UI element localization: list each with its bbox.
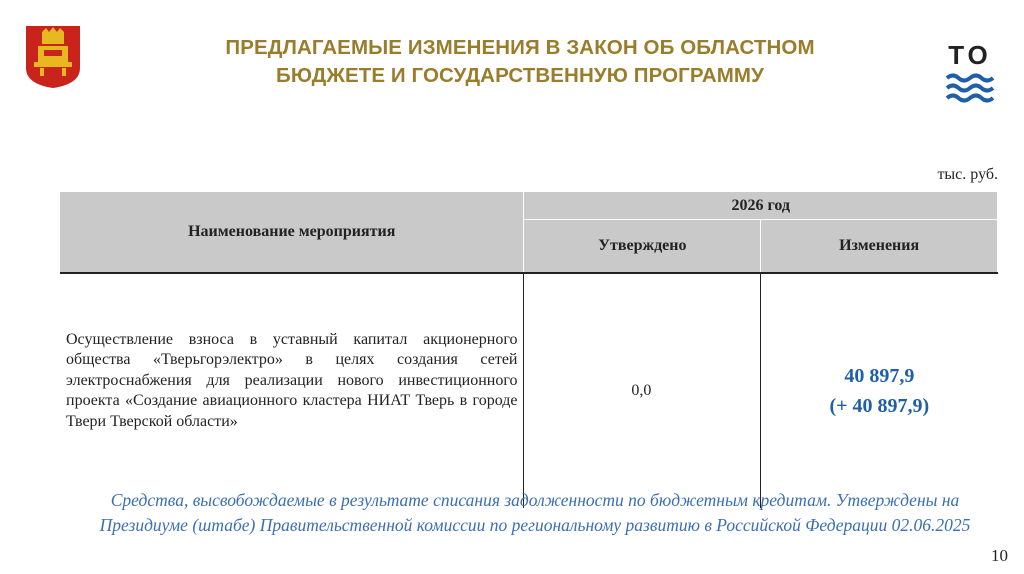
row-description: Осуществление взноса в уставный капитал акционерного общества «Тверьгорэлектро» в целях создания сетей электроснабжения для реализации нового инвестиционного проекта «Создание авиационного кластера НИАТ Тверь в городе Твери Тверской области» <box>60 273 524 508</box>
budget-table <box>60 192 998 508</box>
header-name: Наименование мероприятия <box>60 192 524 273</box>
page-title <box>150 34 890 90</box>
changes-delta: (+ 40 897,9) <box>829 395 930 417</box>
row-approved: 0,0 <box>524 273 761 508</box>
waves-icon <box>944 70 996 110</box>
header-approved: Утверждено <box>524 220 761 274</box>
region-logo <box>944 40 996 108</box>
title-line-1: ПРЕДЛАГАЕМЫЕ ИЗМЕНЕНИЯ В ЗАКОН ОБ ОБЛАСТНОМ <box>225 36 815 59</box>
header-year: 2026 год <box>524 192 998 220</box>
title-line-2: БЮДЖЕТЕ И ГОСУДАРСТВЕННУЮ ПРОГРАММУ <box>276 64 764 87</box>
table-row <box>60 273 998 508</box>
page-number: 10 <box>991 546 1008 565</box>
units-label: тыс. руб. <box>937 166 998 183</box>
header-changes: Изменения <box>761 220 998 274</box>
logo-text: ТО <box>948 40 992 70</box>
row-changes <box>761 273 998 508</box>
footnote: Средства, высвобождаемые в результате списания задолженности по бюджетным кредитам. Утверждены на Президиуме (штабе) Правительственной комиссии по региональному развитию в Российской Федерации 02.06.2025 <box>99 490 971 535</box>
coat-of-arms-icon <box>24 24 82 90</box>
changes-total: 40 897,9 <box>844 365 915 387</box>
